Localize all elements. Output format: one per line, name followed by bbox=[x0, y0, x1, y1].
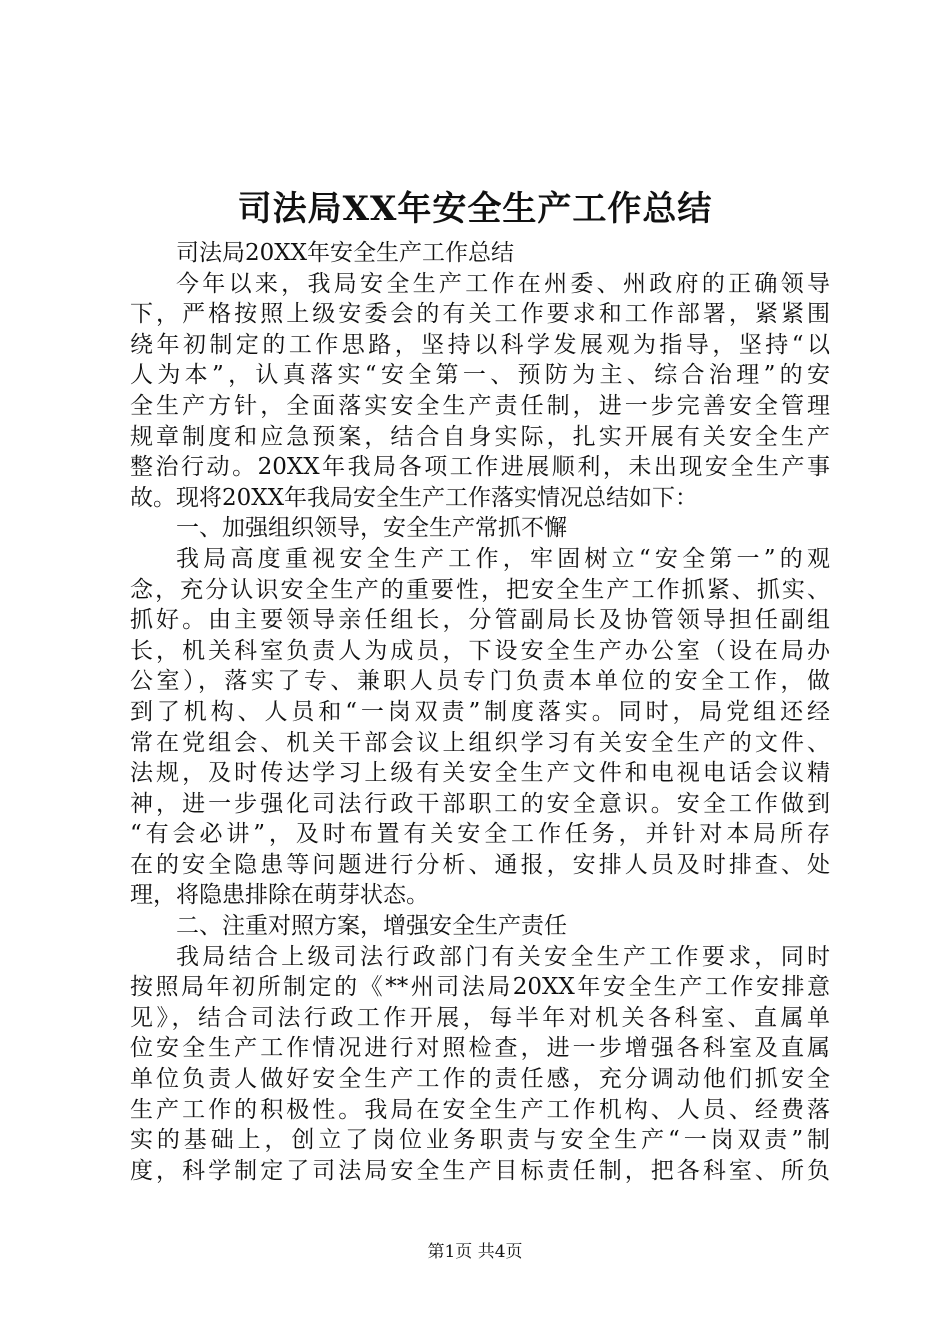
paragraph-line: 神，进一步强化司法行政干部职工的安全意识。安全工作做到 bbox=[130, 790, 830, 817]
paragraph-line: 度，科学制定了司法局安全生产目标责任制，把各科室、所负 bbox=[130, 1157, 830, 1184]
paragraph-line: 理，将隐患排除在萌芽状态。 bbox=[130, 882, 429, 909]
paragraph-line: 在的安全隐患等问题进行分析、通报，安排人员及时排查、处 bbox=[130, 851, 830, 878]
paragraph-line: 按照局年初所制定的《**州司法局20XX年安全生产工作安排意 bbox=[130, 974, 830, 1001]
paragraph-line: 到了机构、人员和“一岗双责”制度落实。同时，局党组还经 bbox=[130, 698, 830, 725]
paragraph-line: 绕年初制定的工作思路，坚持以科学发展观为指导，坚持“以 bbox=[130, 331, 830, 358]
paragraph-line: 我局结合上级司法行政部门有关安全生产工作要求，同时 bbox=[176, 943, 830, 970]
document-body bbox=[130, 238, 830, 1186]
paragraph-line: 下，严格按照上级安委会的有关工作要求和工作部署，紧紧围 bbox=[130, 301, 830, 328]
paragraph-line: 今年以来，我局安全生产工作在州委、州政府的正确领导 bbox=[176, 270, 830, 297]
page-number-footer: 第1页 共4页 bbox=[427, 1242, 523, 1262]
paragraph-line: 全生产方针，全面落实安全生产责任制，进一步完善安全管理 bbox=[130, 392, 830, 419]
section-heading: 一、加强组织领导，安全生产常抓不懈 bbox=[176, 515, 567, 542]
paragraph-line: 实的基础上，创立了岗位业务职责与安全生产“一岗双责”制 bbox=[130, 1127, 830, 1154]
paragraph-line: 故。现将20XX年我局安全生产工作落实情况总结如下： bbox=[130, 484, 699, 511]
subtitle-line: 司法局20XX年安全生产工作总结 bbox=[176, 240, 515, 266]
section-heading: 二、注重对照方案，增强安全生产责任 bbox=[176, 913, 567, 940]
paragraph-line: 生产工作的积极性。我局在安全生产工作机构、人员、经费落 bbox=[130, 1096, 830, 1123]
paragraph-line: 规章制度和应急预案，结合自身实际，扎实开展有关安全生产 bbox=[130, 423, 830, 450]
paragraph-line: 位安全生产工作情况进行对照检查，进一步增强各科室及直属 bbox=[130, 1035, 830, 1062]
paragraph-line: 人为本”，认真落实“安全第一、预防为主、综合治理”的安 bbox=[130, 362, 830, 389]
paragraph-line: 整治行动。20XX年我局各项工作进展顺利，未出现安全生产事 bbox=[130, 454, 830, 481]
paragraph-line: 常在党组会、机关干部会议上组织学习有关安全生产的文件、 bbox=[130, 729, 830, 756]
paragraph-line: 法规，及时传达学习上级有关安全生产文件和电视电话会议精 bbox=[130, 760, 830, 787]
paragraph-line: “有会必讲”，及时布置有关安全工作任务，并针对本局所存 bbox=[130, 821, 830, 848]
paragraph-line: 长，机关科室负责人为成员，下设安全生产办公室（设在局办 bbox=[130, 637, 830, 664]
paragraph-line: 单位负责人做好安全生产工作的责任感，充分调动他们抓安全 bbox=[130, 1066, 830, 1093]
paragraph-line: 我局高度重视安全生产工作，牢固树立“安全第一”的观 bbox=[176, 545, 830, 572]
paragraph-line: 抓好。由主要领导亲任组长，分管副局长及协管领导担任副组 bbox=[130, 607, 830, 634]
paragraph-line: 念，充分认识安全生产的重要性，把安全生产工作抓紧、抓实、 bbox=[130, 576, 830, 603]
paragraph-line: 见》，结合司法行政工作开展，每半年对机关各科室、直属单 bbox=[130, 1004, 830, 1031]
paragraph-line: 公室），落实了专、兼职人员专门负责本单位的安全工作，做 bbox=[130, 668, 830, 695]
document-title: 司法局XX年安全生产工作总结 bbox=[237, 189, 713, 229]
